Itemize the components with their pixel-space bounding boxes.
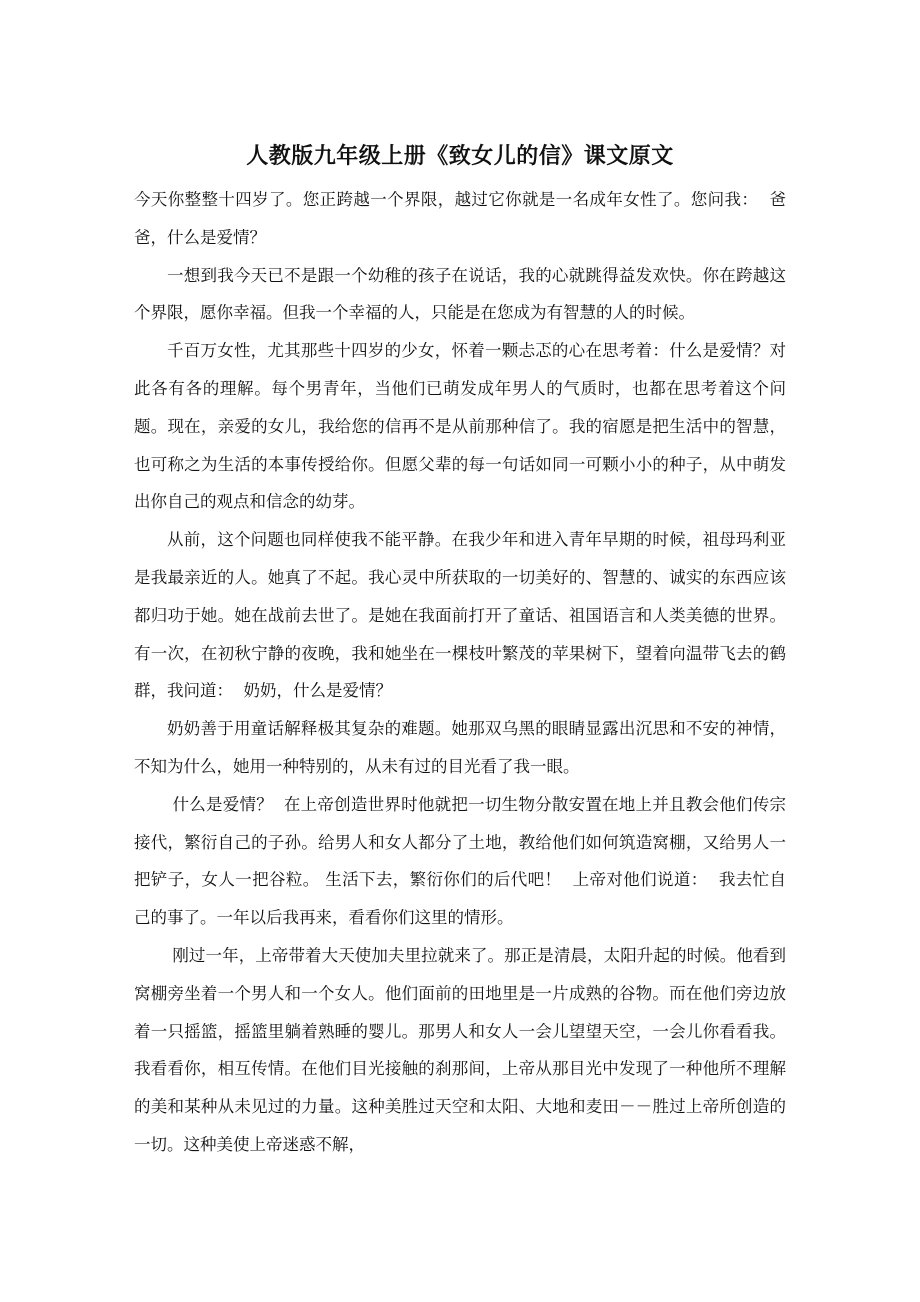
paragraph: 刚过一年，上帝带着大天使加夫里拉就来了。那正是清晨，太阳升起的时候。他看到窝棚旁坐着一个男人和一个女人。他们面前的田地里是一片成熟的谷物。而在他们旁边放着一只摇篮，摇篮里躺着熟睡的婴儿。那男人和女人一会儿望望天空，一会儿你看看我。我看看你，相互传情。在他们目光接触的刹那间，上帝从那目光中发现了一种他所不理解的美和某种从未见过的力量。这种美胜过天空和太阳、大地和麦田－－胜过上帝所创造的一切。这种美使上帝迷惑不解， bbox=[134, 945, 787, 1154]
document-title: 人教版九年级上册《致女儿的信》课文原文 bbox=[246, 143, 674, 169]
document-body bbox=[134, 181, 786, 1164]
paragraph: 今天你整整十四岁了。您正跨越一个界限，越过它你就是一名成年女性了。您问我： 爸爸，什么是爱情？ bbox=[134, 190, 786, 247]
paragraph: 奶奶善于用童话解释极其复杂的难题。她那双乌黑的眼睛显露出沉思和不安的神情，不知为什么，她用一种特别的，从未有过的目光看了我一眼。 bbox=[134, 719, 786, 776]
paragraph: 一想到我今天已不是跟一个幼稚的孩子在说话，我的心就跳得益发欢快。你在跨越这个界限，愿你幸福。但我一个幸福的人，只能是在您成为有智慧的人的时候。 bbox=[134, 265, 786, 323]
paragraph: 什么是爱情？ 在上帝创造世界时他就把一切生物分散安置在地上并且教会他们传宗接代，繁衍自己的子孙。给男人和女人都分了土地，教给他们如何筑造窝棚，又给男人一把铲子，女人一把谷粒。 生活下去，繁衍你们的后代吧！ 上帝对他们说道： 我去忙自己的事了。一年以后我再来，看看你们这里的情形。 bbox=[134, 794, 786, 928]
paragraph: 千百万女性，尤其那些十四岁的少女，怀着一颗忐忑的心在思考着：什么是爱情？对此各有各的理解。每个男青年，当他们已萌发成年男人的气质时，也都在思考着这个问题。现在，亲爱的女儿，我给您的信再不是从前那种信了。我的宿愿是把生活中的智慧，也可称之为生活的本事传授给你。但愿父辈的每一句话如同一可颗小小的种子，从中萌发出你自己的观点和信念的幼芽。 bbox=[134, 341, 786, 512]
paragraph: 从前，这个问题也同样使我不能平静。在我少年和进入青年早期的时候，祖母玛利亚是我最亲近的人。她真了不起。我心灵中所获取的一切美好的、智慧的、诚实的东西应该都归功于她。她在战前去世了。是她在我面前打开了童话、祖国语言和人类美德的世界。有一次，在初秋宁静的夜晚，我和她坐在一棵枝叶繁茂的苹果树下，望着向温带飞去的鹤群，我问道： 奶奶，什么是爱情？ bbox=[134, 530, 786, 701]
